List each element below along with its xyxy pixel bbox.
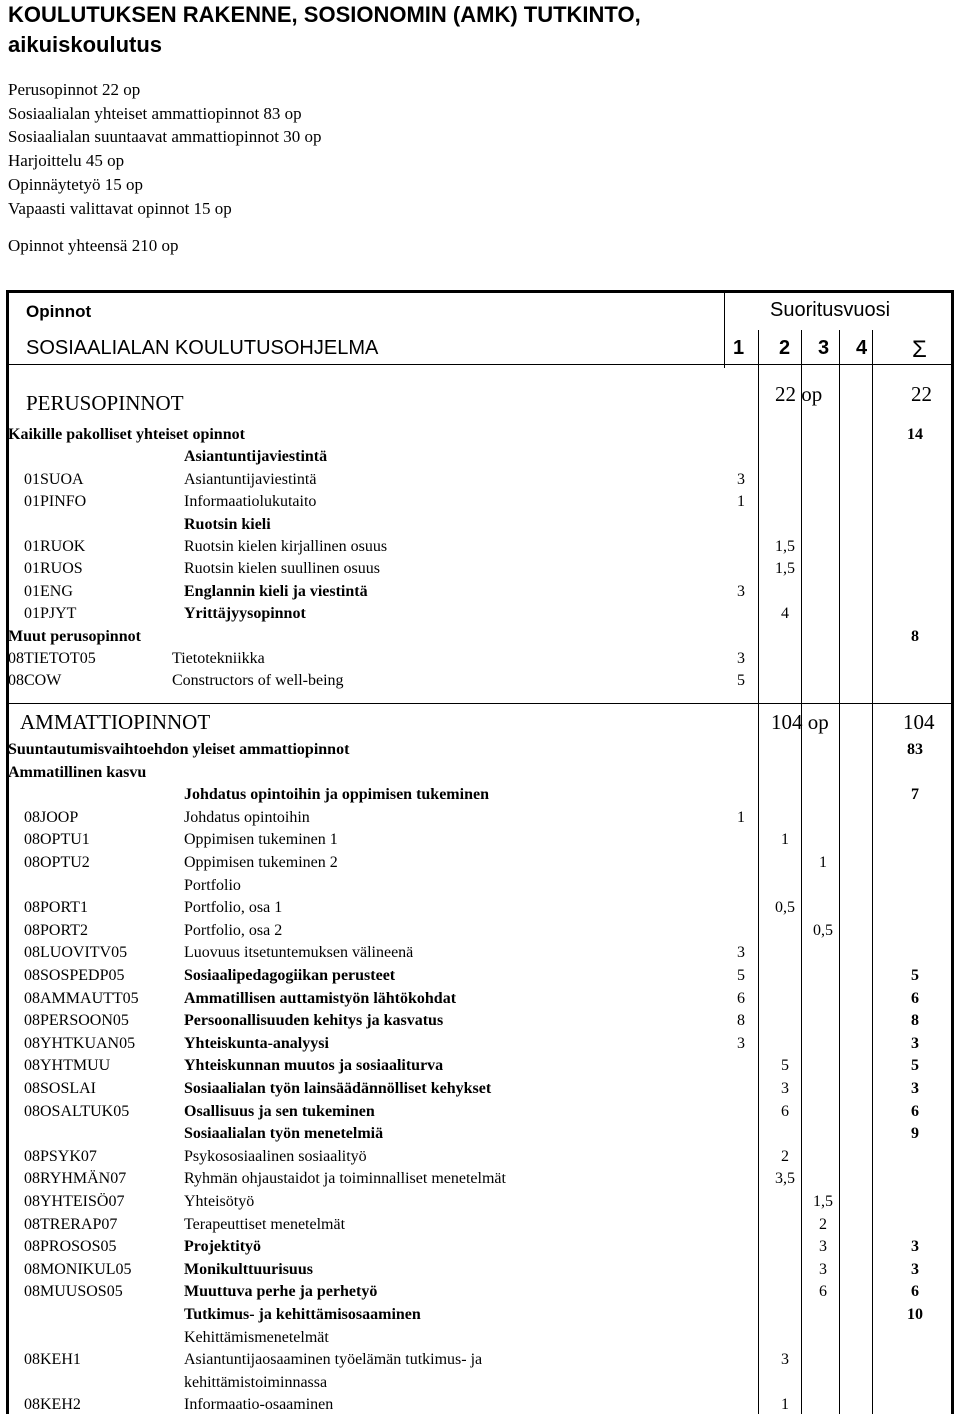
table-border-right	[951, 290, 954, 1414]
sigma-credits: 3	[911, 1238, 919, 1256]
title-line-1: KOULUTUKSEN RAKENNE, SOSIONOMIN (AMK) TUTKINTO,	[8, 2, 641, 27]
course-code: 08YHTEISÖ07	[24, 1193, 125, 1210]
sigma-credits: 9	[911, 1125, 919, 1143]
summary-item: Opinnäytetyö 15 op	[8, 174, 144, 194]
year-2-credits: 3,5	[775, 1170, 795, 1188]
sigma-credits: 3	[911, 1260, 919, 1278]
year-2-credits: 1	[781, 831, 789, 849]
year-column-line	[839, 330, 840, 1414]
course-code: 08LUOVITV05	[24, 944, 128, 962]
course-code: 08COW	[8, 672, 62, 690]
course-name: Ruotsin kielen suullinen osuus	[184, 560, 380, 578]
course-name: Ammatillisen auttamistyön lähtökohdat	[184, 989, 457, 1007]
summary-item: Sosiaalialan yhteiset ammattiopinnot 83 op	[8, 103, 302, 123]
year-3-credits: 6	[819, 1283, 827, 1301]
course-name: Informaatiolukutaito	[184, 493, 317, 511]
course-name: Tietotekniikka	[172, 650, 265, 667]
summary-item: Perusopinnot 22 op	[8, 80, 141, 99]
year-column-line	[872, 330, 873, 1414]
year-1-credits: 1	[737, 808, 745, 826]
year-1-credits: 3	[737, 1034, 745, 1052]
perusopinnot-op: 22 op	[775, 382, 823, 406]
course-name: Yhteiskunta-analyysi	[184, 1034, 329, 1052]
course-code: 08OPTU2	[24, 854, 90, 871]
year-3-credits: 1	[819, 854, 827, 871]
ammattiopinnot-heading: AMMATTIOPINNOT	[20, 710, 211, 734]
course-name: Persoonallisuuden kehitys ja kasvatus	[184, 1012, 444, 1030]
year-1-credits: 6	[737, 989, 745, 1007]
table-border-left	[6, 290, 9, 1414]
title-line-2: aikuiskoulutus	[8, 32, 163, 57]
year-2-header: 2	[779, 337, 791, 359]
course-name: Ruotsin kielen kirjallinen osuus	[184, 538, 388, 555]
sigma-credits: 6	[911, 1283, 919, 1301]
year-1-credits: 3	[737, 470, 745, 488]
course-code: 08PERSOON05	[24, 1012, 129, 1030]
course-name: Informaatio-osaaminen	[184, 1396, 334, 1414]
summary-item: Vapaasti valittavat opinnot 15 op	[8, 198, 232, 218]
course-code: 08KEH2	[24, 1396, 81, 1414]
sigma-credits: 6	[911, 1102, 919, 1120]
course-code: 08OSALTUK05	[24, 1102, 130, 1120]
course-code: 08RYHMÄN07	[24, 1170, 127, 1188]
year-3-credits: 1,5	[813, 1193, 833, 1210]
sigma-credits: 6	[911, 989, 919, 1007]
table-column-line	[724, 293, 725, 368]
course-name: Yhteiskunnan muutos ja sosiaaliturva	[184, 1057, 444, 1075]
year-2-credits: 2	[781, 1147, 789, 1165]
course-name: Suuntautumisvaihtoehdon yleiset ammattiopinnot	[8, 741, 350, 758]
suoritusvuosi-header: Suoritusvuosi	[770, 299, 891, 321]
course-name: Projektityö	[184, 1238, 262, 1256]
course-name: Kaikille pakolliset yhteiset opinnot	[8, 426, 245, 443]
course-code: 08PROSOS05	[24, 1238, 117, 1256]
course-name: Sosiaalipedagogiikan perusteet	[184, 967, 396, 984]
course-name: Constructors of well-being	[172, 672, 344, 690]
year-3-credits: 0,5	[813, 921, 833, 939]
course-code: 08PORT1	[24, 899, 88, 917]
table-divider	[9, 703, 951, 704]
year-1-credits: 8	[737, 1012, 745, 1030]
course-code: 08SOSLAI	[24, 1080, 97, 1097]
course-name: Asiantuntijaosaaminen työelämän tutkimus- ja	[184, 1351, 483, 1369]
course-name: Johdatus opintoihin ja oppimisen tukeminen	[184, 786, 489, 804]
year-column-line	[801, 330, 802, 1414]
ammattiopinnot-op: 104 op	[771, 710, 829, 734]
sigma-credits: 83	[907, 741, 923, 758]
year-2-credits: 3	[781, 1080, 789, 1097]
course-code: 01RUOK	[24, 538, 86, 555]
course-name: Monikulttuurisuus	[184, 1260, 313, 1278]
year-1-header: 1	[733, 337, 745, 359]
course-name: Sosiaalialan työn menetelmiä	[184, 1125, 384, 1143]
year-2-credits: 0,5	[775, 899, 795, 917]
course-name: Johdatus opintoihin	[184, 808, 310, 826]
year-1-credits: 3	[737, 650, 745, 667]
ammattiopinnot-sum: 104	[903, 710, 935, 734]
course-code: 08YHTMUU	[24, 1057, 111, 1075]
course-code: 08MONIKUL05	[24, 1260, 132, 1278]
credit-total: Opinnot yhteensä 210 op	[8, 236, 179, 255]
year-1-credits: 1	[737, 493, 745, 511]
year-3-header: 3	[818, 337, 830, 359]
table-divider	[9, 364, 951, 365]
course-code: 01PJYT	[24, 605, 77, 623]
course-code: 01PINFO	[24, 493, 87, 511]
year-3-credits: 2	[819, 1215, 827, 1233]
sigma-credits: 5	[911, 1057, 919, 1075]
course-name: Ruotsin kieli	[184, 515, 271, 533]
course-name: Portfolio, osa 2	[184, 921, 283, 939]
perusopinnot-sum: 22	[911, 382, 932, 406]
perusopinnot-heading: PERUSOPINNOT	[26, 391, 184, 415]
opinnot-header: Opinnot	[26, 302, 92, 321]
sigma-credits: 5	[911, 967, 919, 984]
year-3-credits: 3	[819, 1260, 827, 1278]
sigma-credits: 7	[911, 786, 919, 804]
sigma-credits: 10	[907, 1306, 923, 1323]
year-2-credits: 4	[781, 605, 789, 623]
year-2-credits: 6	[781, 1102, 789, 1120]
course-name: Oppimisen tukeminen 2	[184, 854, 338, 871]
course-code: 08JOOP	[24, 808, 79, 826]
course-name: Psykososiaalinen sosiaalityö	[184, 1147, 367, 1165]
course-name: Kehittämismenetelmät	[184, 1328, 329, 1346]
year-4-header: 4	[856, 337, 868, 359]
course-name: Englannin kieli ja viestintä	[184, 582, 368, 600]
course-name: Ammatillinen kasvu	[8, 763, 147, 781]
sigma-header: Σ	[912, 336, 927, 363]
year-1-credits: 5	[737, 672, 745, 690]
course-code: 01SUOA	[24, 470, 84, 488]
course-name: Tutkimus- ja kehittämisosaaminen	[184, 1306, 421, 1323]
credit-summary	[8, 78, 322, 220]
course-code: 08OPTU1	[24, 831, 90, 849]
course-name: Asiantuntijaviestintä	[184, 448, 328, 466]
course-name: Osallisuus ja sen tukeminen	[184, 1102, 375, 1120]
year-2-credits: 1,5	[775, 538, 795, 555]
sigma-credits: 3	[911, 1080, 919, 1097]
course-code: 08TIETOT05	[8, 650, 96, 667]
summary-item: Sosiaalialan suuntaavat ammattiopinnot 30 op	[8, 127, 322, 147]
course-name: Yrittäjyysopinnot	[184, 605, 306, 623]
course-code: 08MUUSOS05	[24, 1283, 123, 1301]
course-code: 08AMMAUTT05	[24, 989, 139, 1007]
table-border-top	[6, 290, 954, 293]
course-name: Muuttuva perhe ja perhetyö	[184, 1283, 378, 1301]
sigma-credits: 8	[911, 1012, 919, 1030]
course-code: 08PSYK07	[24, 1147, 97, 1165]
year-3-credits: 3	[819, 1238, 827, 1256]
year-column-line	[758, 330, 759, 1414]
course-code: 08SOSPEDP05	[24, 967, 125, 984]
year-2-credits: 1	[781, 1396, 789, 1414]
course-code: 08KEH1	[24, 1351, 81, 1369]
course-name: Portfolio	[184, 876, 241, 894]
sigma-credits: 3	[911, 1034, 919, 1052]
course-name: Oppimisen tukeminen 1	[184, 831, 338, 849]
page-title	[8, 0, 641, 60]
course-code: 01ENG	[24, 582, 73, 600]
course-name: Muut perusopinnot	[8, 627, 141, 645]
year-1-credits: 3	[737, 582, 745, 600]
year-1-credits: 3	[737, 944, 745, 962]
course-name: Terapeuttiset menetelmät	[184, 1215, 346, 1233]
course-name: Ryhmän ohjaustaidot ja toiminnalliset menetelmät	[184, 1170, 506, 1188]
sigma-credits: 8	[911, 627, 919, 645]
summary-item: Harjoittelu 45 op	[8, 151, 125, 171]
year-1-credits: 5	[737, 967, 745, 984]
course-name-continued: kehittämistoiminnassa	[184, 1373, 328, 1391]
course-name: Yhteisötyö	[184, 1193, 255, 1210]
year-2-credits: 3	[781, 1351, 789, 1369]
course-name: Portfolio, osa 1	[184, 899, 283, 917]
year-2-credits: 5	[781, 1057, 789, 1075]
sigma-credits: 14	[907, 426, 923, 443]
program-header: SOSIAALIALAN KOULUTUSOHJELMA	[26, 337, 379, 359]
course-code: 01RUOS	[24, 560, 83, 578]
year-2-credits: 1,5	[775, 560, 795, 578]
course-code: 08PORT2	[24, 921, 88, 939]
course-name: Luovuus itsetuntemuksen välineenä	[184, 944, 414, 962]
course-code: 08YHTKUAN05	[24, 1034, 136, 1052]
course-name: Sosiaalialan työn lainsäädännölliset kehykset	[184, 1080, 492, 1097]
course-code: 08TRERAP07	[24, 1215, 118, 1233]
course-name: Asiantuntijaviestintä	[184, 470, 317, 488]
